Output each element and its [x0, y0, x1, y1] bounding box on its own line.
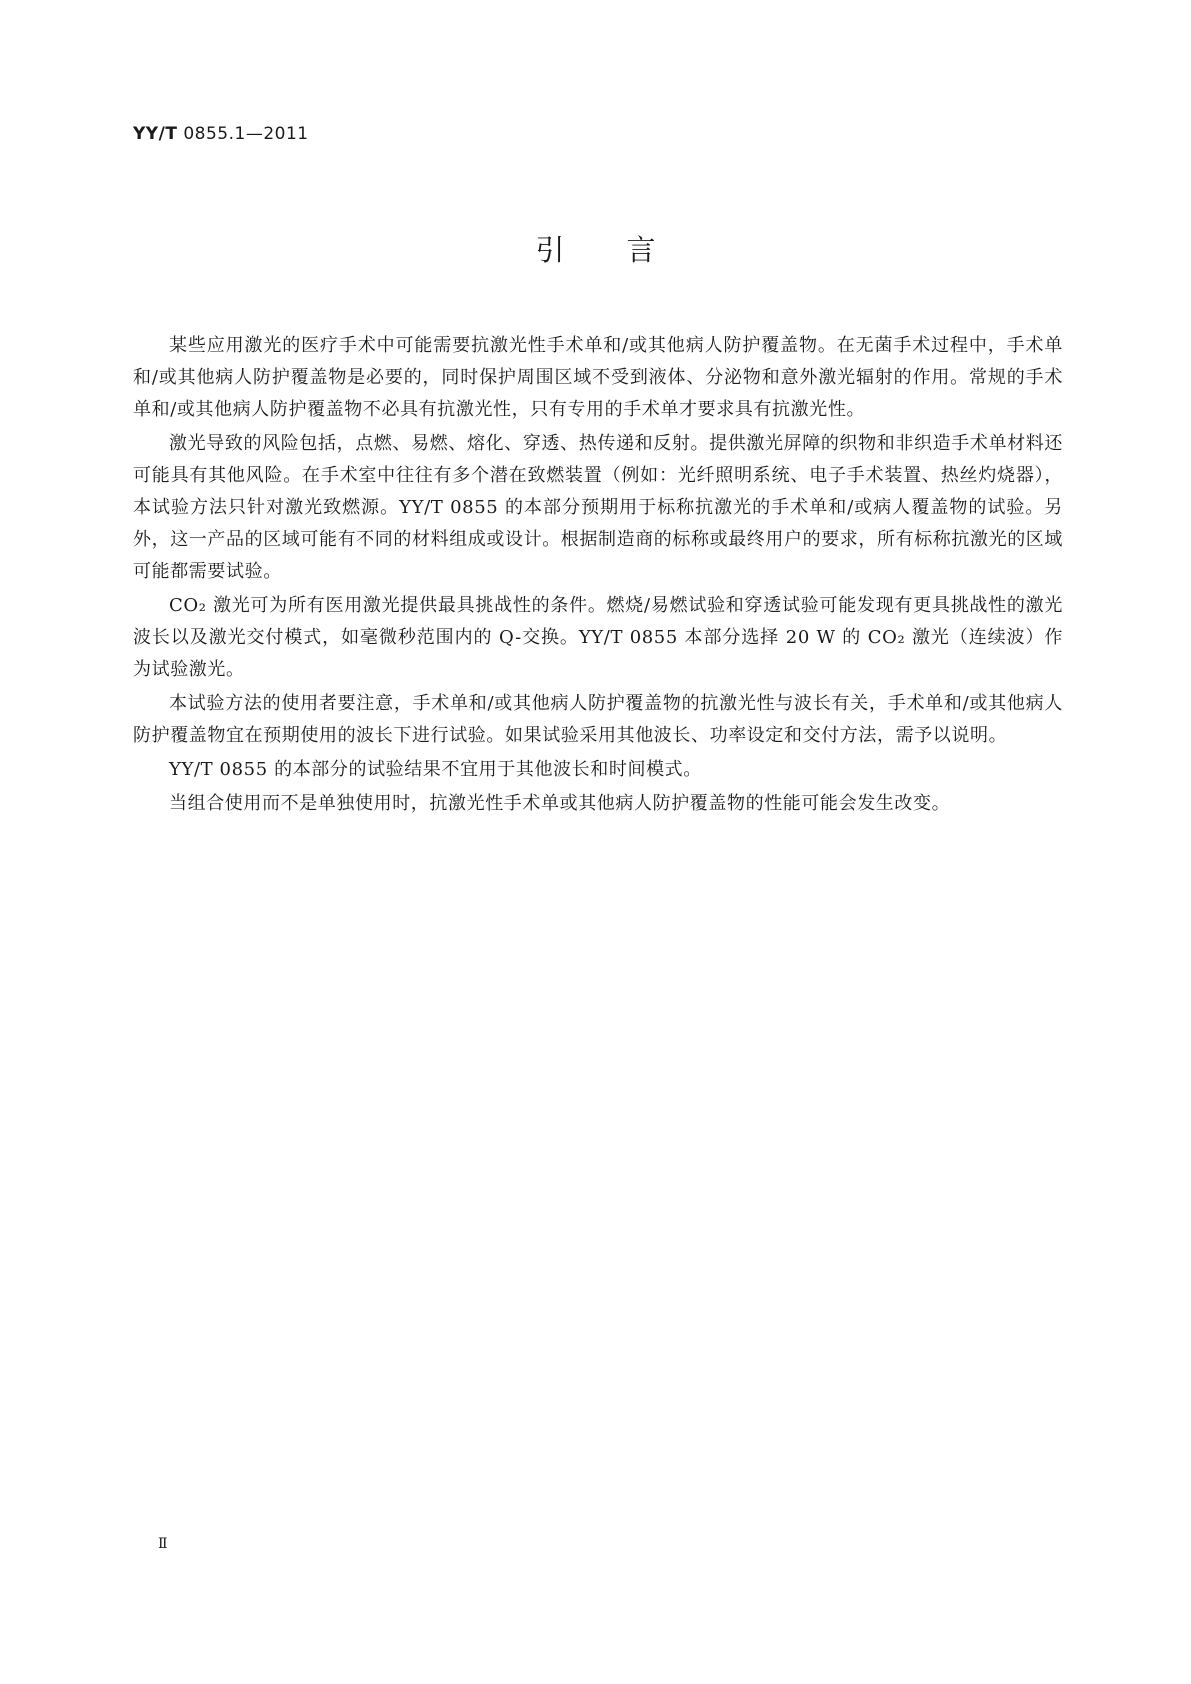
- page-number: Ⅱ: [158, 1536, 168, 1552]
- paragraph-1: 某些应用激光的医疗手术中可能需要抗激光性手术单和/或其他病人防护覆盖物。在无菌手术过程中，手术单和/或其他病人防护覆盖物是必要的，同时保护周围区域不受到液体、分泌物和意外激光辐射的作用。常规的手术单和/或其他病人防护覆盖物不必具有抗激光性，只有专用的手术单才要求具有抗激光性。: [133, 335, 1063, 420]
- page-title: 引言: [535, 233, 718, 267]
- paragraph-2: 激光导致的风险包括，点燃、易燃、熔化、穿透、热传递和反射。提供激光屏障的织物和非织造手术单材料还可能具有其他风险。在手术室中往往有多个潜在致燃装置（例如：光纤照明系统、电子手术装置、热丝灼烧器），本试验方法只针对激光致燃源。YY/T 0855 的本部分预期用于标称抗激光的手术单和/或病人覆盖物的试验。另外，这一产品的区域可能有不同的材料组成或设计。根据制造商的标称或最终用户的要求，所有标称抗激光的区域可能都需要试验。: [133, 433, 1063, 582]
- paragraph-5: YY/T 0855 的本部分的试验结果不宜用于其他波长和时间模式。: [169, 759, 702, 780]
- paragraph-3: CO₂ 激光可为所有医用激光提供最具挑战性的条件。燃烧/易燃试验和穿透试验可能发现有更具挑战性的激光波长以及激光交付模式，如毫微秒范围内的 Q-交换。YY/T 0855 本部分选择 20 W 的 CO₂ 激光（连续波）作为试验激光。: [133, 595, 1063, 680]
- paragraph-6: 当组合使用而不是单独使用时，抗激光性手术单或其他病人防护覆盖物的性能可能会发生改变。: [169, 793, 951, 814]
- paragraph-4: 本试验方法的使用者要注意，手术单和/或其他病人防护覆盖物的抗激光性与波长有关，手术单和/或其他病人防护覆盖物宜在预期使用的波长下进行试验。如果试验采用其他波长、功率设定和交付方法，需予以说明。: [133, 693, 1063, 746]
- standard-code-prefix: YY/T: [133, 124, 178, 144]
- standard-code-number: 0855.1—2011: [177, 124, 309, 144]
- introduction-body: [133, 330, 1063, 822]
- standard-code-header: [133, 124, 309, 144]
